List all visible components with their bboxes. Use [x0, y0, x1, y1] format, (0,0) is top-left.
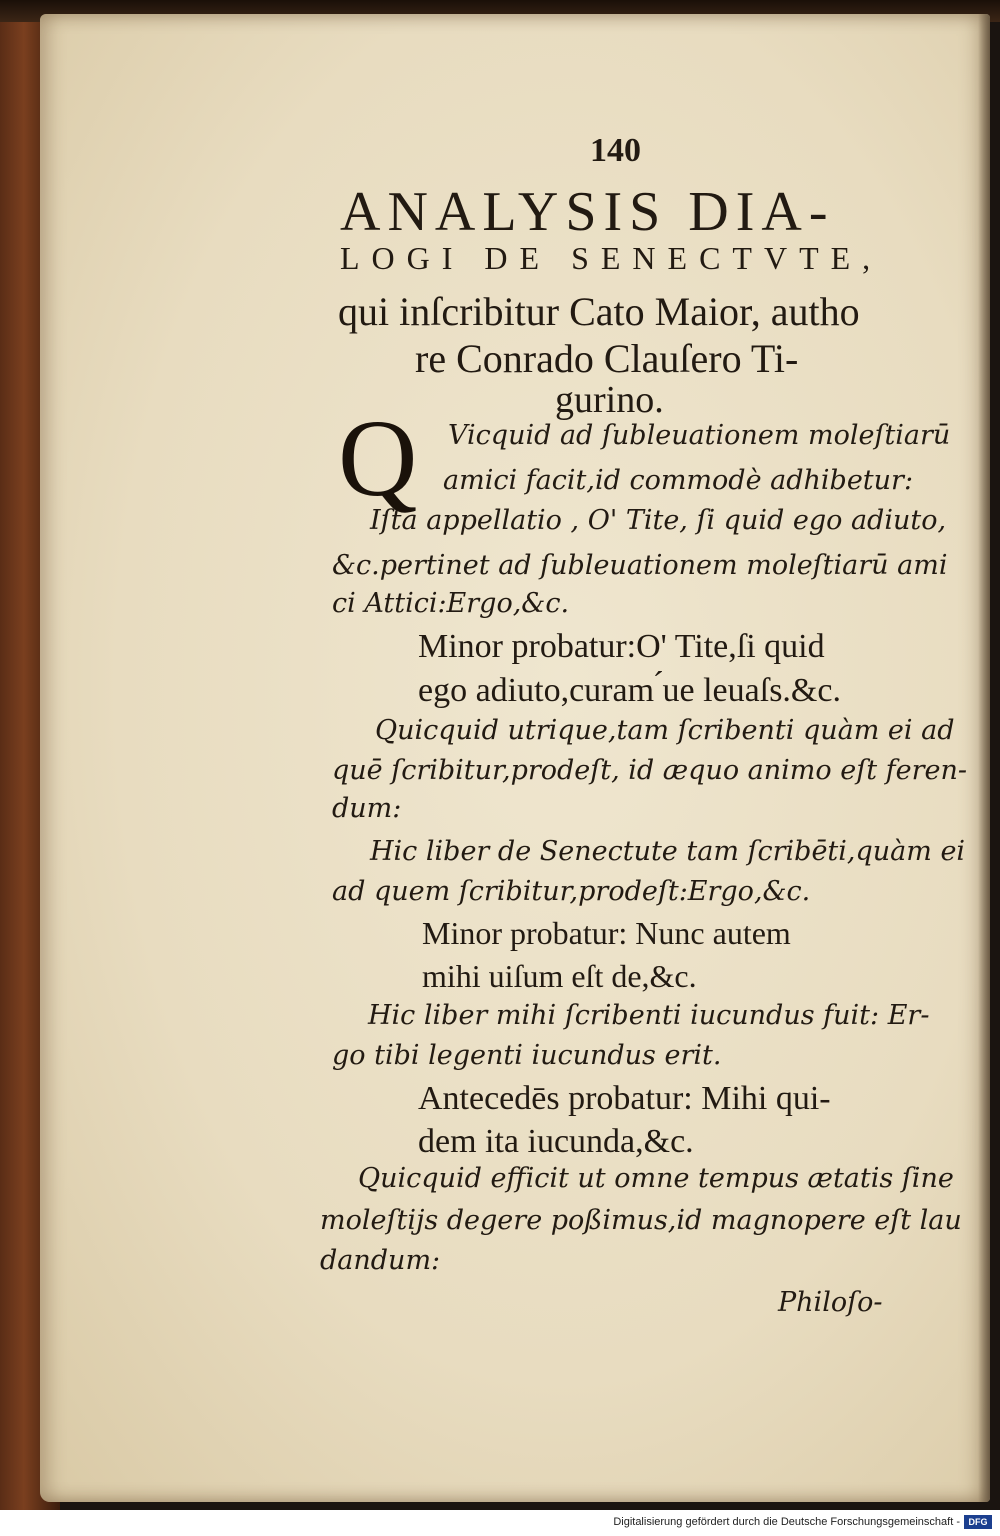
text-line: go tibi legenti iucundus erit.	[332, 1040, 722, 1071]
title-line-2: LOGI DE SENECTVTE,	[340, 240, 883, 276]
text-line: ad quem ſcribitur,prodeſt:Ergo,&c.	[332, 876, 811, 907]
text-line: Iſta appellatio , O' Tite, ſi quid ego adiuto,	[370, 505, 947, 536]
dfg-logo-icon: DFG	[964, 1515, 992, 1529]
page-edge	[978, 14, 990, 1502]
text-line: dum:	[332, 793, 402, 824]
drop-cap: Q	[338, 397, 418, 519]
text-line: dem ita iucunda,&c.	[418, 1123, 694, 1160]
text-line: quē ſcribitur,prodeſt, id æquo animo eſt feren-	[332, 755, 968, 786]
text-line: mihi uiſum eſt de,&c.	[422, 958, 697, 994]
text-line: dandum:	[320, 1245, 441, 1276]
text-line: Minor probatur:O' Tite,ſi quid	[418, 628, 825, 665]
title-line-5: gurino.	[555, 379, 664, 421]
title-line-1: ANALYSIS DIA-	[340, 181, 835, 243]
text-line: Antecedēs probatur: Mihi qui-	[418, 1080, 831, 1117]
text-line: moleſtijs degere poßimus,id magnopere eſt lau	[320, 1205, 962, 1236]
text-line: ego adiuto,curam ́ue leuaſs.&c.	[418, 672, 841, 709]
text-line: Hic liber de Senectute tam ſcribēti,quàm ei	[370, 836, 966, 867]
text-line: Quicquid efficit ut omne tempus ætatis ſine	[358, 1163, 954, 1194]
page-number: 140	[590, 132, 641, 169]
text-line: Minor probatur: Nunc autem	[422, 915, 791, 951]
title-line-3: qui inſcribitur Cato Maior, autho	[338, 289, 860, 334]
text-line: &c.pertinet ad ſubleuationem moleſtiarū ami	[332, 550, 948, 581]
text-line: Quicquid utrique,tam ſcribenti quàm ei ad	[375, 715, 955, 746]
text-line: amici facit,id commodè adhibetur:	[443, 465, 914, 496]
text-line: Vicquid ad ſubleuationem moleſtiarū	[448, 420, 951, 451]
text-line: ci Attici:Ergo,&c.	[332, 588, 570, 619]
text-line: Hic liber mihi ſcribenti iucundus fuit: Er-	[368, 1000, 930, 1031]
footer-credit: Digitalisierung gefördert durch die Deutsche Forschungsgemeinschaft -	[613, 1516, 960, 1528]
catchword: Philoſo-	[778, 1287, 883, 1318]
title-line-4: re Conrado Clauſero Ti-	[415, 336, 799, 381]
